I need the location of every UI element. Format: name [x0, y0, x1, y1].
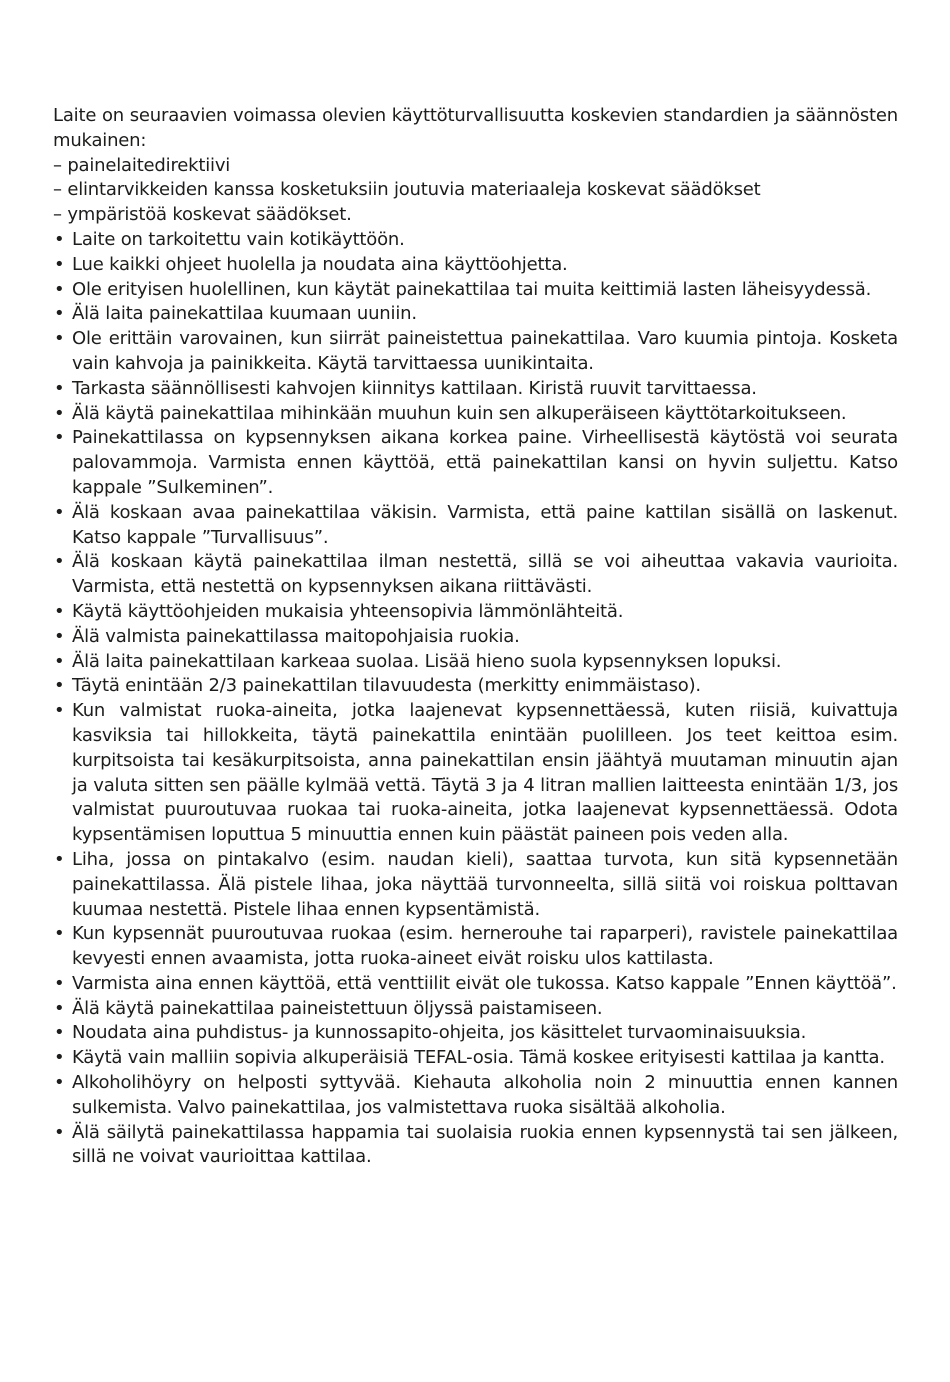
safety-item-text: Ole erittäin varovainen, kun siirrät paineistettua painekattilaa. Varo kuumia pintoja. Kosketa vain kahvoja ja painikkeita. Käytä tarvittaessa uunikintaita.	[72, 328, 898, 374]
standard-item: – elintarvikkeiden kanssa kosketuksiin joutuvia materiaaleja koskevat säädökset	[53, 179, 761, 201]
safety-item	[53, 699, 898, 848]
safety-item	[53, 327, 898, 377]
bullet-mark: •	[54, 228, 65, 250]
safety-item	[53, 650, 898, 675]
safety-item	[53, 402, 898, 427]
bullet-mark: •	[54, 700, 65, 722]
safety-item-text: Älä säilytä painekattilassa happamia tai suolaisia ruokia ennen kypsennystä tai sen jälkeen, sillä ne voivat vaurioittaa kattilaa.	[72, 1121, 898, 1168]
bullet-mark: •	[54, 377, 65, 399]
safety-item-text: Alkoholihöyry on helposti syttyvää. Kiehauta alkoholia noin 2 minuuttia ennen kannen sulkemista. Valvo painekattilaa, jos valmistettava ruoka sisältää alkoholia.	[72, 1072, 898, 1118]
bullet-mark: •	[54, 650, 65, 672]
safety-item-text: Älä käytä painekattilaa paineistettuun öljyssä paistamiseen.	[72, 997, 603, 1019]
safety-item	[53, 922, 898, 972]
safety-item-text: Älä koskaan käytä painekattilaa ilman nestettä, sillä se voi aiheuttaa vakavia vaurioita. Varmista, että nestettä on kypsennyksen aikana riittävästi.	[72, 551, 898, 598]
bullet-mark: •	[54, 997, 65, 1019]
safety-item-text: Laite on tarkoitettu vain kotikäyttöön.	[72, 228, 405, 250]
safety-item-text: Kun kypsennät puuroutuvaa ruokaa (esim. hernerouhe tai raparperi), ravistele painekattilaa kevyesti ennen avaamista, jotta ruoka-aineet eivät roisku ulos kattilasta.	[72, 923, 898, 970]
safety-item-text: Lue kaikki ohjeet huolella ja noudata aina käyttöohjetta.	[72, 253, 568, 275]
safety-item-text: Käytä käyttöohjeiden mukaisia yhteensopivia lämmönlähteitä.	[72, 600, 624, 622]
safety-item	[53, 228, 898, 253]
safety-item-text: Varmista aina ennen käyttöä, että venttiilit eivät ole tukossa. Katso kappale ”Ennen käyttöä”.	[72, 972, 897, 994]
safety-item-text: Älä laita painekattilaa kuumaan uuniin.	[72, 303, 417, 325]
bullet-mark: •	[54, 625, 65, 647]
bullet-mark: •	[54, 1047, 65, 1069]
bullet-mark: •	[54, 328, 65, 350]
safety-item-text: Älä koskaan avaa painekattilaa väkisin. Varmista, että paine kattilan sisällä on laskenut. Katso kappale ”Turvallisuus”.	[72, 501, 898, 548]
bullet-mark: •	[54, 923, 65, 945]
safety-item	[53, 997, 898, 1022]
safety-instructions-page	[53, 104, 898, 1170]
standard-item: – painelaitedirektiivi	[53, 154, 231, 176]
safety-item	[53, 600, 898, 625]
safety-item	[53, 501, 898, 551]
bullet-mark: •	[54, 427, 65, 449]
safety-item	[53, 302, 898, 327]
safety-item	[53, 253, 898, 278]
safety-item-text: Käytä vain malliin sopivia alkuperäisiä TEFAL-osia. Tämä koskee erityisesti kattilaa ja kantta.	[72, 1047, 885, 1069]
safety-item-text: Tarkasta säännöllisesti kahvojen kiinnitys kattilaan. Kiristä ruuvit tarvittaessa.	[72, 377, 757, 399]
safety-item-text: Älä laita painekattilaan karkeaa suolaa. Lisää hieno suola kypsennyksen lopuksi.	[72, 650, 782, 672]
bullet-mark: •	[54, 972, 65, 994]
bullet-mark: •	[54, 1121, 65, 1143]
bullet-mark: •	[54, 848, 65, 870]
safety-item	[53, 625, 898, 650]
safety-item-text: Liha, jossa on pintakalvo (esim. naudan kieli), saattaa turvota, kun sitä kypsennetään painekattilassa. Älä pistele lihaa, joka näyttää turvonneelta, sillä siitä voi roiskua polttavan kuumaa nestettä. Pistele lihaa ennen kypsentämistä.	[72, 848, 898, 920]
safety-item-text: Älä valmista painekattilassa maitopohjaisia ruokia.	[72, 625, 520, 647]
safety-item	[53, 1021, 898, 1046]
bullet-mark: •	[54, 303, 65, 325]
safety-item-text: Noudata aina puhdistus- ja kunnossapito-ohjeita, jos käsittelet turvaominaisuuksia.	[72, 1022, 807, 1044]
safety-item	[53, 972, 898, 997]
safety-item	[53, 848, 898, 922]
safety-item-text: Painekattilassa on kypsennyksen aikana korkea paine. Virheellisestä käytöstä voi seurata palovammoja. Varmista ennen käyttöä, että painekattilan kansi on hyvin suljettu. Katso kappale ”Sulkeminen”.	[72, 427, 898, 498]
safety-item-text: Kun valmistat ruoka-aineita, jotka laajenevat kypsennettäessä, kuten riisiä, kuivattuja kasviksia tai hillokkeita, täytä painekattila enintään puolilleen. Jos teet keittoa esim. kurpitsoista tai kesäkurpitsoista, anna painekattilan ensin jäähtyä muutaman minuutin ajan ja valuta sitten sen päälle kylmää vettä. Täytä 3 ja 4 litran mallien laitteesta enintään 1/3, jos valmistat puuroutuvaa ruokaa tai ruoka-aineita, jotka laajenevat kypsennettäessä. Odota kypsentämisen loputtua 5 minuuttia ennen kuin päästät paineen pois veden alla.	[72, 700, 898, 846]
bullet-mark: •	[54, 253, 65, 275]
intro-paragraph: Laite on seuraavien voimassa olevien käyttöturvallisuutta koskevien standardien ja säännösten mukainen:	[53, 105, 898, 151]
safety-bullet-list	[53, 228, 898, 1170]
safety-item-text: Älä käytä painekattilaa mihinkään muuhun kuin sen alkuperäiseen käyttötarkoitukseen.	[72, 402, 847, 424]
safety-item	[53, 1046, 898, 1071]
bullet-mark: •	[54, 1072, 65, 1094]
standards-list	[53, 154, 898, 228]
bullet-mark: •	[54, 278, 65, 300]
safety-item	[53, 377, 898, 402]
bullet-mark: •	[54, 600, 65, 622]
safety-item	[53, 674, 898, 699]
safety-item	[53, 550, 898, 600]
bullet-mark: •	[54, 551, 65, 573]
safety-item	[53, 278, 898, 303]
safety-item	[53, 1121, 898, 1171]
bullet-mark: •	[54, 402, 65, 424]
safety-item	[53, 426, 898, 500]
bullet-mark: •	[54, 675, 65, 697]
safety-item	[53, 1071, 898, 1121]
standard-item: – ympäristöä koskevat säädökset.	[53, 204, 352, 226]
safety-item-text: Ole erityisen huolellinen, kun käytät painekattilaa tai muita keittimiä lasten läheisyydessä.	[72, 278, 872, 300]
bullet-mark: •	[54, 1022, 65, 1044]
bullet-mark: •	[54, 501, 65, 523]
safety-item-text: Täytä enintään 2/3 painekattilan tilavuudesta (merkitty enimmäistaso).	[72, 675, 701, 697]
